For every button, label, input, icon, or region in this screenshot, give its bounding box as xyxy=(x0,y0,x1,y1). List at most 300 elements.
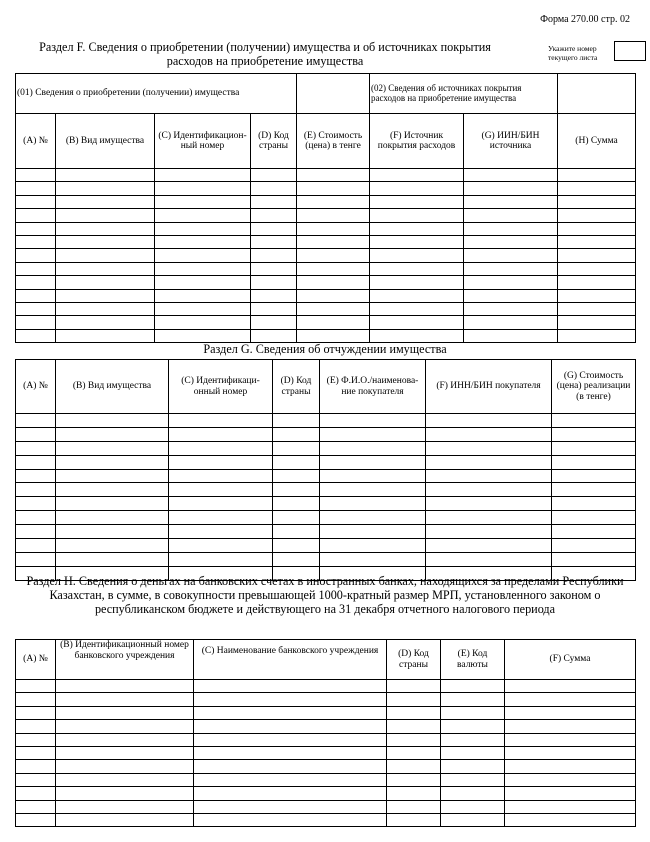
table-cell[interactable] xyxy=(464,222,558,235)
table-cell[interactable] xyxy=(56,316,155,329)
table-row xyxy=(16,539,636,553)
table-row xyxy=(16,511,636,525)
table-cell[interactable] xyxy=(370,289,464,302)
table-cell[interactable] xyxy=(297,276,370,289)
col-e-header: (E) Код валюты xyxy=(441,640,505,680)
table-cell[interactable] xyxy=(251,169,297,182)
table-cell[interactable] xyxy=(16,276,56,289)
table-cell[interactable] xyxy=(558,169,636,182)
table-cell[interactable] xyxy=(464,235,558,248)
table-cell[interactable] xyxy=(194,706,387,719)
table-row xyxy=(16,182,636,195)
table-cell[interactable] xyxy=(273,427,320,441)
table-cell[interactable] xyxy=(320,469,426,483)
col-e-header: (E) Ф.И.О./наименова-ние покупателя xyxy=(320,360,426,414)
table-cell[interactable] xyxy=(273,483,320,497)
table-cell[interactable] xyxy=(155,316,251,329)
table-cell[interactable] xyxy=(552,469,636,483)
table-row xyxy=(16,222,636,235)
table-cell[interactable] xyxy=(16,746,56,759)
table-cell[interactable] xyxy=(370,329,464,342)
table-cell[interactable] xyxy=(194,746,387,759)
table-cell[interactable] xyxy=(558,276,636,289)
table-cell[interactable] xyxy=(387,787,441,800)
section-g-title: Раздел G. Сведения об отчуждении имущества xyxy=(203,342,447,356)
table-cell[interactable] xyxy=(552,552,636,566)
table-cell[interactable] xyxy=(320,511,426,525)
table-cell[interactable] xyxy=(16,680,56,693)
table-cell[interactable] xyxy=(464,329,558,342)
table-cell[interactable] xyxy=(56,195,155,208)
table-cell[interactable] xyxy=(56,329,155,342)
table-cell[interactable] xyxy=(370,316,464,329)
table-cell[interactable] xyxy=(320,552,426,566)
table-row xyxy=(16,483,636,497)
table-cell[interactable] xyxy=(16,169,56,182)
table-cell[interactable] xyxy=(370,302,464,315)
table-cell[interactable] xyxy=(558,195,636,208)
table-cell[interactable] xyxy=(505,733,636,746)
table-cell[interactable] xyxy=(169,441,273,455)
table-cell[interactable] xyxy=(464,302,558,315)
table-cell[interactable] xyxy=(552,497,636,511)
section-f-group-02: (02) Сведения об источниках покрытия расходов на приобретение имущества xyxy=(370,74,558,114)
table-cell[interactable] xyxy=(552,441,636,455)
table-row xyxy=(16,249,636,262)
col-f-header: (F) Источник покрытия расходов xyxy=(370,114,464,169)
table-cell[interactable] xyxy=(251,316,297,329)
table-cell[interactable] xyxy=(297,195,370,208)
table-cell[interactable] xyxy=(56,746,194,759)
table-cell[interactable] xyxy=(464,209,558,222)
col-c-header: (C) Идентификаци-онный номер xyxy=(169,360,273,414)
table-cell[interactable] xyxy=(155,289,251,302)
table-cell[interactable] xyxy=(558,222,636,235)
table-cell[interactable] xyxy=(56,693,194,706)
table-cell[interactable] xyxy=(56,497,169,511)
table-cell[interactable] xyxy=(505,800,636,813)
table-cell[interactable] xyxy=(56,787,194,800)
table-cell[interactable] xyxy=(56,441,169,455)
table-cell[interactable] xyxy=(387,693,441,706)
table-cell[interactable] xyxy=(387,760,441,773)
table-cell[interactable] xyxy=(56,733,194,746)
table-cell[interactable] xyxy=(16,787,56,800)
table-cell[interactable] xyxy=(505,773,636,786)
table-cell[interactable] xyxy=(370,276,464,289)
table-cell[interactable] xyxy=(169,539,273,553)
table-cell[interactable] xyxy=(552,455,636,469)
table-cell[interactable] xyxy=(505,706,636,719)
table-cell[interactable] xyxy=(56,800,194,813)
table-cell[interactable] xyxy=(426,455,552,469)
table-cell[interactable] xyxy=(320,441,426,455)
table-cell[interactable] xyxy=(273,539,320,553)
table-cell[interactable] xyxy=(320,525,426,539)
table-cell[interactable] xyxy=(169,552,273,566)
table-row xyxy=(16,746,636,759)
sheet-number-field[interactable] xyxy=(614,41,646,61)
table-cell[interactable] xyxy=(155,182,251,195)
table-cell[interactable] xyxy=(56,813,194,826)
section-h-table xyxy=(15,639,636,827)
table-cell[interactable] xyxy=(297,169,370,182)
table-cell[interactable] xyxy=(16,800,56,813)
table-cell[interactable] xyxy=(16,455,56,469)
table-cell[interactable] xyxy=(464,249,558,262)
table-cell[interactable] xyxy=(56,720,194,733)
table-cell[interactable] xyxy=(56,262,155,275)
table-cell[interactable] xyxy=(251,195,297,208)
table-cell[interactable] xyxy=(56,414,169,428)
table-cell[interactable] xyxy=(558,289,636,302)
table-cell[interactable] xyxy=(16,469,56,483)
table-cell[interactable] xyxy=(558,182,636,195)
table-cell[interactable] xyxy=(320,539,426,553)
section-f-rows xyxy=(16,169,636,343)
section-f-group-01: (01) Сведения о приобретении (получении) имущества xyxy=(16,74,297,114)
table-cell[interactable] xyxy=(56,222,155,235)
table-cell[interactable] xyxy=(387,720,441,733)
table-cell[interactable] xyxy=(251,289,297,302)
section-f-table xyxy=(15,73,636,343)
section-g-table xyxy=(15,359,636,581)
table-cell[interactable] xyxy=(505,760,636,773)
table-cell[interactable] xyxy=(16,414,56,428)
table-cell[interactable] xyxy=(56,773,194,786)
table-cell[interactable] xyxy=(505,680,636,693)
table-cell[interactable] xyxy=(426,525,552,539)
table-cell[interactable] xyxy=(426,427,552,441)
table-row xyxy=(16,329,636,342)
table-cell[interactable] xyxy=(251,262,297,275)
table-cell[interactable] xyxy=(16,733,56,746)
table-cell[interactable] xyxy=(273,511,320,525)
table-cell[interactable] xyxy=(155,249,251,262)
table-cell[interactable] xyxy=(169,455,273,469)
table-cell[interactable] xyxy=(155,302,251,315)
table-row xyxy=(16,455,636,469)
table-cell[interactable] xyxy=(16,222,56,235)
table-cell[interactable] xyxy=(297,302,370,315)
table-cell[interactable] xyxy=(297,182,370,195)
table-cell[interactable] xyxy=(370,235,464,248)
section-g-rows xyxy=(16,414,636,581)
table-cell[interactable] xyxy=(426,414,552,428)
table-cell[interactable] xyxy=(297,209,370,222)
table-cell[interactable] xyxy=(16,511,56,525)
table-cell[interactable] xyxy=(194,733,387,746)
table-cell[interactable] xyxy=(297,329,370,342)
table-cell[interactable] xyxy=(155,329,251,342)
table-cell[interactable] xyxy=(387,773,441,786)
table-cell[interactable] xyxy=(16,525,56,539)
col-g-header: (G) Стоимость (цена) реализации (в тенге) xyxy=(552,360,636,414)
table-cell[interactable] xyxy=(387,746,441,759)
table-cell[interactable] xyxy=(297,249,370,262)
table-row xyxy=(16,497,636,511)
table-cell[interactable] xyxy=(464,276,558,289)
table-cell[interactable] xyxy=(297,316,370,329)
table-cell[interactable] xyxy=(297,289,370,302)
table-cell[interactable] xyxy=(387,800,441,813)
table-cell[interactable] xyxy=(155,169,251,182)
table-cell[interactable] xyxy=(464,182,558,195)
table-cell[interactable] xyxy=(16,427,56,441)
table-cell[interactable] xyxy=(426,469,552,483)
table-cell[interactable] xyxy=(441,800,505,813)
table-row xyxy=(16,262,636,275)
table-cell[interactable] xyxy=(370,209,464,222)
table-cell[interactable] xyxy=(56,760,194,773)
table-cell[interactable] xyxy=(251,182,297,195)
table-cell[interactable] xyxy=(56,427,169,441)
table-cell[interactable] xyxy=(273,455,320,469)
table-cell[interactable] xyxy=(505,746,636,759)
section-f-group-spacer xyxy=(297,74,370,114)
table-cell[interactable] xyxy=(16,329,56,342)
table-cell[interactable] xyxy=(16,539,56,553)
table-cell[interactable] xyxy=(169,497,273,511)
table-cell[interactable] xyxy=(552,483,636,497)
table-cell[interactable] xyxy=(273,441,320,455)
table-cell[interactable] xyxy=(16,302,56,315)
table-cell[interactable] xyxy=(370,262,464,275)
table-row xyxy=(16,773,636,786)
table-row xyxy=(16,195,636,208)
table-cell[interactable] xyxy=(464,195,558,208)
table-cell[interactable] xyxy=(273,552,320,566)
table-cell[interactable] xyxy=(464,169,558,182)
table-cell[interactable] xyxy=(387,680,441,693)
table-cell[interactable] xyxy=(16,209,56,222)
table-cell[interactable] xyxy=(464,262,558,275)
table-cell[interactable] xyxy=(441,787,505,800)
table-row xyxy=(16,720,636,733)
table-cell[interactable] xyxy=(155,235,251,248)
table-cell[interactable] xyxy=(251,249,297,262)
table-cell[interactable] xyxy=(370,249,464,262)
table-cell[interactable] xyxy=(441,693,505,706)
col-c-header: (C) Наименование банковского учреждения xyxy=(194,640,387,680)
table-cell[interactable] xyxy=(16,720,56,733)
table-cell[interactable] xyxy=(505,693,636,706)
table-cell[interactable] xyxy=(552,414,636,428)
table-cell[interactable] xyxy=(155,262,251,275)
table-cell[interactable] xyxy=(370,222,464,235)
table-cell[interactable] xyxy=(56,539,169,553)
table-cell[interactable] xyxy=(441,813,505,826)
table-cell[interactable] xyxy=(441,760,505,773)
table-cell[interactable] xyxy=(558,262,636,275)
table-cell[interactable] xyxy=(194,693,387,706)
table-cell[interactable] xyxy=(273,497,320,511)
table-cell[interactable] xyxy=(297,222,370,235)
table-cell[interactable] xyxy=(297,235,370,248)
table-cell[interactable] xyxy=(16,706,56,719)
table-cell[interactable] xyxy=(441,746,505,759)
table-cell[interactable] xyxy=(56,302,155,315)
table-cell[interactable] xyxy=(464,289,558,302)
table-cell[interactable] xyxy=(552,511,636,525)
table-cell[interactable] xyxy=(441,720,505,733)
table-cell[interactable] xyxy=(558,316,636,329)
table-cell[interactable] xyxy=(194,720,387,733)
table-cell[interactable] xyxy=(441,773,505,786)
table-cell[interactable] xyxy=(169,427,273,441)
table-cell[interactable] xyxy=(251,235,297,248)
table-row xyxy=(16,427,636,441)
table-cell[interactable] xyxy=(251,276,297,289)
table-cell[interactable] xyxy=(56,706,194,719)
table-cell[interactable] xyxy=(169,525,273,539)
section-f-title: Раздел F. Сведения о приобретении (получении) имущества и об источниках покрытия расходов на приобретение имущества xyxy=(39,40,491,68)
table-cell[interactable] xyxy=(558,329,636,342)
table-cell[interactable] xyxy=(155,195,251,208)
table-cell[interactable] xyxy=(16,235,56,248)
table-cell[interactable] xyxy=(505,787,636,800)
table-cell[interactable] xyxy=(16,497,56,511)
col-e-header: (E) Стоимость (цена) в тенге xyxy=(297,114,370,169)
table-cell[interactable] xyxy=(251,302,297,315)
table-cell[interactable] xyxy=(426,441,552,455)
table-cell[interactable] xyxy=(558,235,636,248)
table-cell[interactable] xyxy=(320,455,426,469)
table-cell[interactable] xyxy=(426,552,552,566)
table-cell[interactable] xyxy=(16,693,56,706)
table-cell[interactable] xyxy=(56,169,155,182)
table-cell[interactable] xyxy=(387,706,441,719)
col-a-header: (A) № xyxy=(16,360,56,414)
table-cell[interactable] xyxy=(251,222,297,235)
table-row xyxy=(16,276,636,289)
table-row xyxy=(16,316,636,329)
table-cell[interactable] xyxy=(16,773,56,786)
table-cell[interactable] xyxy=(320,497,426,511)
form-number: Форма 270.00 стр. 02 xyxy=(540,14,630,25)
table-cell[interactable] xyxy=(56,483,169,497)
table-row xyxy=(16,525,636,539)
table-cell[interactable] xyxy=(320,427,426,441)
table-cell[interactable] xyxy=(56,182,155,195)
section-f-group-spacer-2 xyxy=(558,74,636,114)
table-cell[interactable] xyxy=(56,525,169,539)
col-h-header: (H) Сумма xyxy=(558,114,636,169)
table-cell[interactable] xyxy=(16,441,56,455)
table-cell[interactable] xyxy=(320,483,426,497)
table-cell[interactable] xyxy=(16,249,56,262)
table-cell[interactable] xyxy=(552,525,636,539)
table-cell[interactable] xyxy=(194,787,387,800)
table-row xyxy=(16,733,636,746)
table-cell[interactable] xyxy=(251,209,297,222)
table-cell[interactable] xyxy=(441,680,505,693)
table-cell[interactable] xyxy=(194,800,387,813)
table-cell[interactable] xyxy=(194,680,387,693)
col-c-header: (C) Идентификацион-ный номер xyxy=(155,114,251,169)
table-cell[interactable] xyxy=(297,262,370,275)
table-cell[interactable] xyxy=(273,525,320,539)
table-cell[interactable] xyxy=(155,209,251,222)
col-d-header: (D) Код страны xyxy=(251,114,297,169)
table-cell[interactable] xyxy=(370,182,464,195)
section-h-title: Раздел H. Сведения о деньгах на банковских счетах в иностранных банках, находящихся за пределами Республики Казахстан, в сумме, в совокупности превышающей 1000-кратный размер МРП, установленного законом о республиканском бюджете и действующего на 31 декабря отчетного налогового периода xyxy=(26,574,624,616)
table-cell[interactable] xyxy=(16,483,56,497)
table-cell[interactable] xyxy=(56,552,169,566)
table-cell[interactable] xyxy=(505,720,636,733)
table-cell[interactable] xyxy=(56,235,155,248)
table-cell[interactable] xyxy=(273,414,320,428)
table-cell[interactable] xyxy=(16,316,56,329)
table-cell[interactable] xyxy=(558,302,636,315)
table-cell[interactable] xyxy=(426,497,552,511)
table-cell[interactable] xyxy=(169,511,273,525)
table-cell[interactable] xyxy=(552,427,636,441)
table-cell[interactable] xyxy=(56,289,155,302)
table-cell[interactable] xyxy=(194,773,387,786)
col-f-header: (F) ИНН/БИН покупателя xyxy=(426,360,552,414)
col-b-header: (B) Вид имущества xyxy=(56,114,155,169)
table-cell[interactable] xyxy=(16,760,56,773)
table-cell[interactable] xyxy=(370,195,464,208)
table-row xyxy=(16,552,636,566)
table-cell[interactable] xyxy=(505,813,636,826)
table-cell[interactable] xyxy=(370,169,464,182)
table-cell[interactable] xyxy=(552,539,636,553)
table-cell[interactable] xyxy=(56,249,155,262)
table-cell[interactable] xyxy=(16,289,56,302)
col-d-header: (D) Код страны xyxy=(387,640,441,680)
table-cell[interactable] xyxy=(16,262,56,275)
table-cell[interactable] xyxy=(558,249,636,262)
table-cell[interactable] xyxy=(387,733,441,746)
table-cell[interactable] xyxy=(169,469,273,483)
table-row xyxy=(16,693,636,706)
table-cell[interactable] xyxy=(558,209,636,222)
table-cell[interactable] xyxy=(16,182,56,195)
table-cell[interactable] xyxy=(387,813,441,826)
table-cell[interactable] xyxy=(464,316,558,329)
table-cell[interactable] xyxy=(56,455,169,469)
table-cell[interactable] xyxy=(320,414,426,428)
table-cell[interactable] xyxy=(16,813,56,826)
table-cell[interactable] xyxy=(155,222,251,235)
table-cell[interactable] xyxy=(441,706,505,719)
table-row xyxy=(16,469,636,483)
table-row xyxy=(16,209,636,222)
table-row xyxy=(16,813,636,826)
table-cell[interactable] xyxy=(441,733,505,746)
table-cell[interactable] xyxy=(16,195,56,208)
table-cell[interactable] xyxy=(56,511,169,525)
table-cell[interactable] xyxy=(273,469,320,483)
table-cell[interactable] xyxy=(251,329,297,342)
table-cell[interactable] xyxy=(194,813,387,826)
table-cell[interactable] xyxy=(56,680,194,693)
table-cell[interactable] xyxy=(16,552,56,566)
table-cell[interactable] xyxy=(426,483,552,497)
col-b-header: (B) Вид имущества xyxy=(56,360,169,414)
table-cell[interactable] xyxy=(56,276,155,289)
table-cell[interactable] xyxy=(155,276,251,289)
table-cell[interactable] xyxy=(169,414,273,428)
table-cell[interactable] xyxy=(426,511,552,525)
table-cell[interactable] xyxy=(194,760,387,773)
table-cell[interactable] xyxy=(56,209,155,222)
table-cell[interactable] xyxy=(56,469,169,483)
table-cell[interactable] xyxy=(169,483,273,497)
table-cell[interactable] xyxy=(426,539,552,553)
